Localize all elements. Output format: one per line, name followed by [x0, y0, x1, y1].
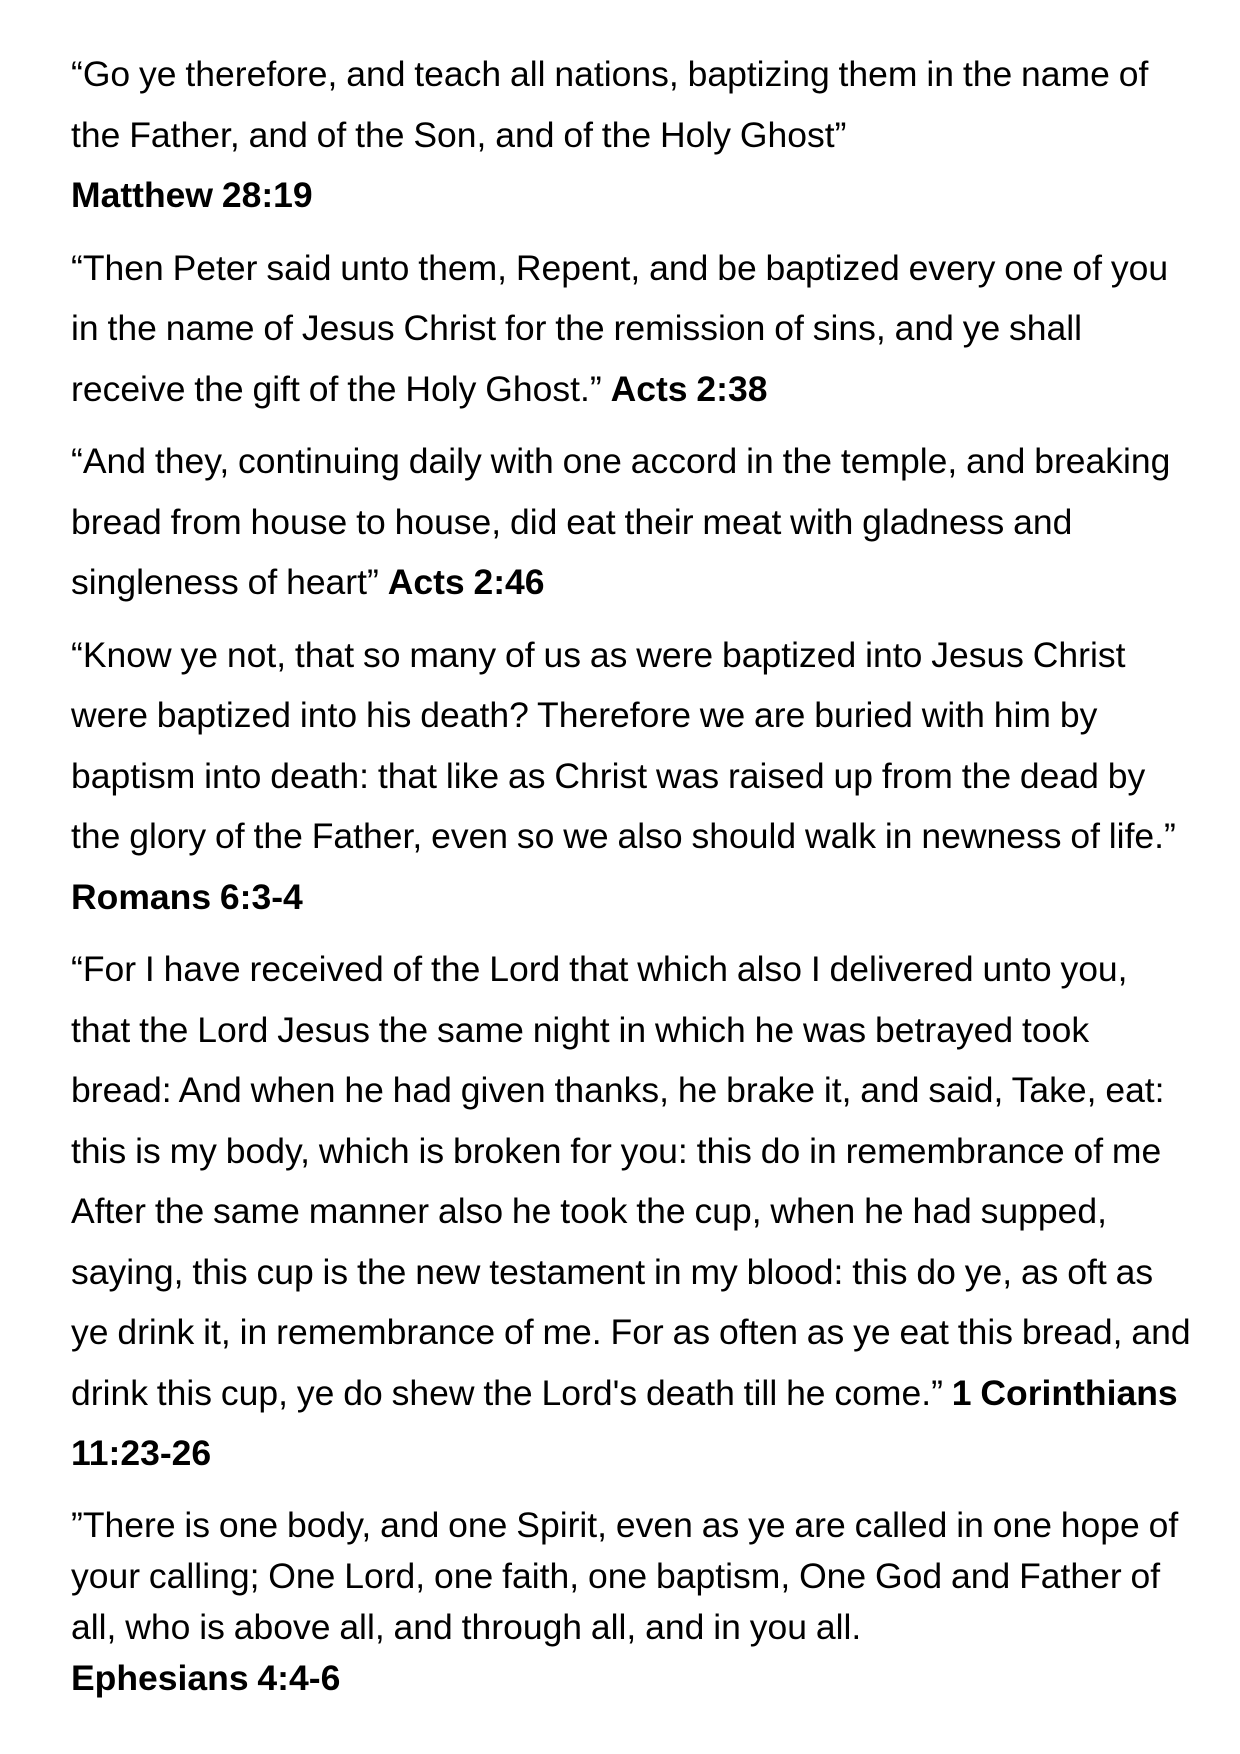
verse-ephesians-4-4-6 — [71, 1500, 1191, 1704]
verse-text: ”There is one body, and one Spirit, even as ye are called in one hope of your calling; One Lord, one faith, one baptism, One God and Father of all, who is above all, and through all, and in you all. — [71, 1504, 1179, 1647]
verse-reference: Romans 6:3-4 — [71, 876, 303, 917]
verse-text: “And they, continuing daily with one accord in the temple, and breaking bread from house to house, did eat their meat with gladness and singleness of heart” — [71, 441, 1171, 602]
verse-romans-6-3-4 — [71, 625, 1191, 928]
verse-reference: Matthew 28:19 — [71, 175, 313, 215]
verse-text: “Go ye therefore, and teach all nations, baptizing them in the name of the Father, and of the Son, and of the Holy Ghost” — [71, 54, 1149, 155]
verse-reference: Ephesians 4:4-6 — [71, 1657, 341, 1698]
verse-1-corinthians-11-23-26 — [71, 939, 1191, 1484]
verse-acts-2-38 — [71, 238, 1191, 420]
verse-acts-2-46 — [71, 431, 1191, 613]
verse-text: “Then Peter said unto them, Repent, and be baptized every one of you in the name of Jesus Christ for the remission of sins, and ye shall receive the gift of the Holy Ghost.” — [71, 247, 1169, 409]
verse-list — [71, 44, 1191, 1716]
verse-matthew-28-19 — [71, 44, 1191, 226]
verse-text: “Know ye not, that so many of us as were baptized into Jesus Christ were baptized into his death? Therefore we are buried with him by baptism into death: that like as Christ was raised up from the dead by the glory of the Father, even so we also should walk in newness of life.” — [71, 634, 1176, 856]
verse-reference: 1 Corinthians 11:23-26 — [71, 1372, 1178, 1473]
verse-reference: Acts 2:46 — [387, 562, 545, 602]
verse-text: “For I have received of the Lord that which also I delivered unto you, that the Lord Jesus the same night in which he was betrayed took bread: And when he had given thanks, he brake it, and said, Take, eat: this is my body, which is broken for you: this do in remembrance of me After the same manner also he took the cup, when he had supped, saying, this cup is the new testament in my blood: this do ye, as oft as ye drink it, in remembrance of me. For as often as ye eat this bread, and drink this cup, ye do shew the Lord's death till he come.” — [71, 949, 1191, 1413]
verse-reference: Acts 2:38 — [610, 368, 768, 409]
